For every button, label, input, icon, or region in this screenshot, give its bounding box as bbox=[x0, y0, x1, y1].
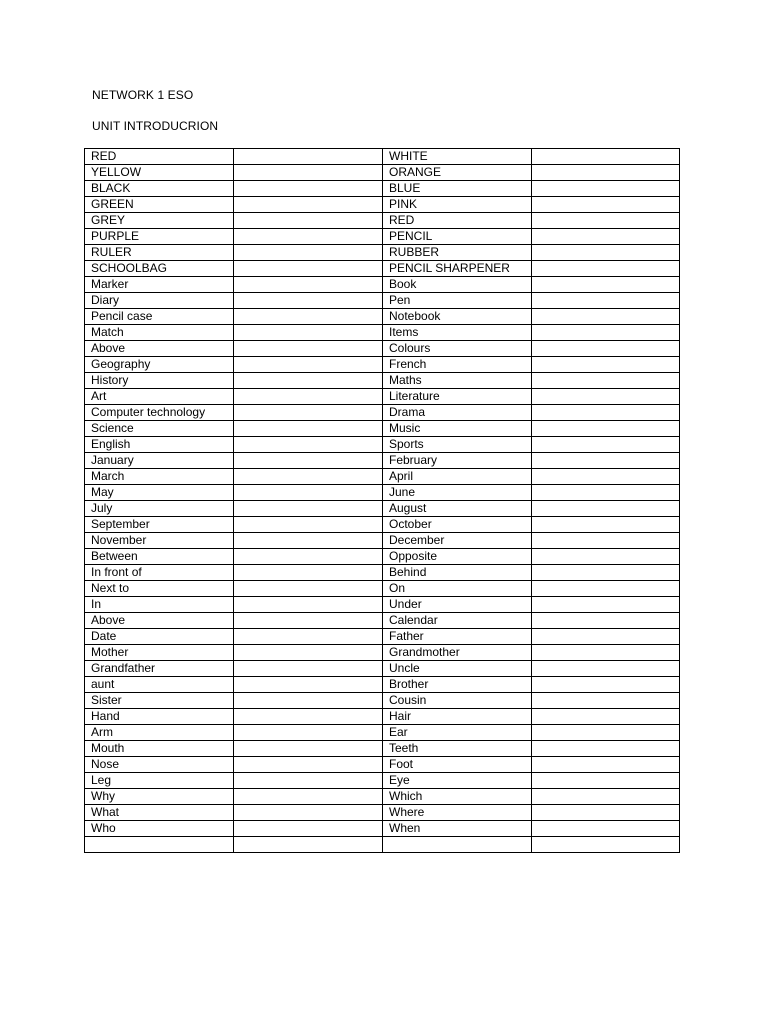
table-row bbox=[85, 213, 680, 229]
english-word-right: Book bbox=[383, 277, 532, 293]
english-word-left: GREEN bbox=[85, 197, 234, 213]
table-row bbox=[85, 229, 680, 245]
english-word-right: Sports bbox=[383, 437, 532, 453]
english-word-right: April bbox=[383, 469, 532, 485]
english-word-left: Art bbox=[85, 389, 234, 405]
translation-blank-left[interactable] bbox=[234, 341, 383, 357]
table-row bbox=[85, 645, 680, 661]
translation-blank-left[interactable] bbox=[234, 565, 383, 581]
translation-blank-left[interactable] bbox=[234, 533, 383, 549]
english-word-left: English bbox=[85, 437, 234, 453]
table-row bbox=[85, 501, 680, 517]
translation-blank-right[interactable] bbox=[532, 421, 680, 437]
translation-blank-left[interactable] bbox=[234, 213, 383, 229]
translation-blank-left[interactable] bbox=[234, 165, 383, 181]
translation-blank-left[interactable] bbox=[234, 757, 383, 773]
translation-blank-right[interactable] bbox=[532, 213, 680, 229]
english-word-right: Under bbox=[383, 597, 532, 613]
translation-blank-right[interactable] bbox=[532, 277, 680, 293]
english-word-left: Between bbox=[85, 549, 234, 565]
table-row bbox=[85, 565, 680, 581]
english-word-left: Diary bbox=[85, 293, 234, 309]
english-word-left: YELLOW bbox=[85, 165, 234, 181]
translation-blank-right[interactable] bbox=[532, 661, 680, 677]
translation-blank-right[interactable] bbox=[532, 805, 680, 821]
english-word-left: Grandfather bbox=[85, 661, 234, 677]
english-word-left: March bbox=[85, 469, 234, 485]
translation-blank-right[interactable] bbox=[532, 341, 680, 357]
translation-blank-left[interactable] bbox=[234, 261, 383, 277]
english-word-left: In bbox=[85, 597, 234, 613]
translation-blank-right[interactable] bbox=[532, 469, 680, 485]
english-word-left: SCHOOLBAG bbox=[85, 261, 234, 277]
english-word-right bbox=[383, 837, 532, 853]
english-word-right: Which bbox=[383, 789, 532, 805]
english-word-right: June bbox=[383, 485, 532, 501]
translation-blank-left[interactable] bbox=[234, 501, 383, 517]
translation-blank-right[interactable] bbox=[532, 549, 680, 565]
translation-blank-right[interactable] bbox=[532, 149, 680, 165]
english-word-right: Behind bbox=[383, 565, 532, 581]
english-word-left: May bbox=[85, 485, 234, 501]
english-word-left: RED bbox=[85, 149, 234, 165]
english-word-right: Grandmother bbox=[383, 645, 532, 661]
english-word-right: PENCIL bbox=[383, 229, 532, 245]
table-row bbox=[85, 309, 680, 325]
table-row bbox=[85, 661, 680, 677]
english-word-left: Science bbox=[85, 421, 234, 437]
translation-blank-right[interactable] bbox=[532, 645, 680, 661]
translation-blank-left[interactable] bbox=[234, 677, 383, 693]
english-word-right: Father bbox=[383, 629, 532, 645]
translation-blank-left[interactable] bbox=[234, 181, 383, 197]
english-word-right: Eye bbox=[383, 773, 532, 789]
english-word-left: What bbox=[85, 805, 234, 821]
table-row bbox=[85, 581, 680, 597]
table-row bbox=[85, 693, 680, 709]
english-word-right: Notebook bbox=[383, 309, 532, 325]
translation-blank-left[interactable] bbox=[234, 405, 383, 421]
table-row bbox=[85, 725, 680, 741]
english-word-right: Cousin bbox=[383, 693, 532, 709]
english-word-right: December bbox=[383, 533, 532, 549]
translation-blank-left[interactable] bbox=[234, 373, 383, 389]
translation-blank-right[interactable] bbox=[532, 741, 680, 757]
translation-blank-right[interactable] bbox=[532, 229, 680, 245]
english-word-left: Marker bbox=[85, 277, 234, 293]
translation-blank-left[interactable] bbox=[234, 485, 383, 501]
table-row bbox=[85, 741, 680, 757]
translation-blank-right[interactable] bbox=[532, 293, 680, 309]
table-row bbox=[85, 533, 680, 549]
translation-blank-left[interactable] bbox=[234, 581, 383, 597]
english-word-right: Calendar bbox=[383, 613, 532, 629]
translation-blank-right[interactable] bbox=[532, 773, 680, 789]
translation-blank-right[interactable] bbox=[532, 629, 680, 645]
english-word-left: RULER bbox=[85, 245, 234, 261]
translation-blank-left[interactable] bbox=[234, 645, 383, 661]
english-word-right: BLUE bbox=[383, 181, 532, 197]
english-word-right: French bbox=[383, 357, 532, 373]
english-word-left: January bbox=[85, 453, 234, 469]
translation-blank-left[interactable] bbox=[234, 661, 383, 677]
english-word-left: Who bbox=[85, 821, 234, 837]
vocabulary-table-body bbox=[85, 149, 680, 853]
translation-blank-right[interactable] bbox=[532, 501, 680, 517]
table-row bbox=[85, 629, 680, 645]
english-word-left: History bbox=[85, 373, 234, 389]
table-row bbox=[85, 181, 680, 197]
english-word-left: In front of bbox=[85, 565, 234, 581]
table-row bbox=[85, 437, 680, 453]
english-word-right: Brother bbox=[383, 677, 532, 693]
translation-blank-left[interactable] bbox=[234, 725, 383, 741]
english-word-left: Arm bbox=[85, 725, 234, 741]
translation-blank-left[interactable] bbox=[234, 421, 383, 437]
translation-blank-right[interactable] bbox=[532, 453, 680, 469]
english-word-right: When bbox=[383, 821, 532, 837]
translation-blank-left[interactable] bbox=[234, 517, 383, 533]
english-word-right: On bbox=[383, 581, 532, 597]
translation-blank-right[interactable] bbox=[532, 373, 680, 389]
english-word-left: Mother bbox=[85, 645, 234, 661]
translation-blank-left[interactable] bbox=[234, 549, 383, 565]
english-word-left: Leg bbox=[85, 773, 234, 789]
table-row bbox=[85, 373, 680, 389]
translation-blank-right[interactable] bbox=[532, 757, 680, 773]
translation-blank-right[interactable] bbox=[532, 821, 680, 837]
document-subtitle: UNIT INTRODUCRION bbox=[92, 119, 219, 133]
translation-blank-right[interactable] bbox=[532, 405, 680, 421]
translation-blank-right[interactable] bbox=[532, 389, 680, 405]
english-word-left: BLACK bbox=[85, 181, 234, 197]
table-row bbox=[85, 613, 680, 629]
table-row bbox=[85, 837, 680, 853]
english-word-right: Drama bbox=[383, 405, 532, 421]
english-word-left: July bbox=[85, 501, 234, 517]
table-row bbox=[85, 789, 680, 805]
english-word-right: Colours bbox=[383, 341, 532, 357]
translation-blank-left[interactable] bbox=[234, 389, 383, 405]
translation-blank-left[interactable] bbox=[234, 597, 383, 613]
english-word-right: August bbox=[383, 501, 532, 517]
english-word-left: Pencil case bbox=[85, 309, 234, 325]
translation-blank-left[interactable] bbox=[234, 629, 383, 645]
english-word-left: aunt bbox=[85, 677, 234, 693]
english-word-right: Items bbox=[383, 325, 532, 341]
english-word-right: Foot bbox=[383, 757, 532, 773]
table-row bbox=[85, 341, 680, 357]
table-row bbox=[85, 277, 680, 293]
translation-blank-right[interactable] bbox=[532, 725, 680, 741]
translation-blank-right[interactable] bbox=[532, 837, 680, 853]
table-row bbox=[85, 149, 680, 165]
table-row bbox=[85, 421, 680, 437]
english-word-left: Computer technology bbox=[85, 405, 234, 421]
table-row bbox=[85, 597, 680, 613]
table-row bbox=[85, 197, 680, 213]
english-word-right: Ear bbox=[383, 725, 532, 741]
translation-blank-right[interactable] bbox=[532, 197, 680, 213]
translation-blank-left[interactable] bbox=[234, 837, 383, 853]
english-word-right: Literature bbox=[383, 389, 532, 405]
translation-blank-left[interactable] bbox=[234, 773, 383, 789]
english-word-left: Hand bbox=[85, 709, 234, 725]
translation-blank-left[interactable] bbox=[234, 821, 383, 837]
english-word-right: PINK bbox=[383, 197, 532, 213]
translation-blank-right[interactable] bbox=[532, 437, 680, 453]
english-word-right: Maths bbox=[383, 373, 532, 389]
english-word-right: Hair bbox=[383, 709, 532, 725]
table-row bbox=[85, 549, 680, 565]
english-word-left: Sister bbox=[85, 693, 234, 709]
english-word-left: Date bbox=[85, 629, 234, 645]
translation-blank-right[interactable] bbox=[532, 309, 680, 325]
translation-blank-left[interactable] bbox=[234, 293, 383, 309]
document-title: NETWORK 1 ESO bbox=[92, 88, 194, 102]
english-word-left: GREY bbox=[85, 213, 234, 229]
translation-blank-left[interactable] bbox=[234, 789, 383, 805]
translation-blank-left[interactable] bbox=[234, 357, 383, 373]
english-word-left: Nose bbox=[85, 757, 234, 773]
table-row bbox=[85, 389, 680, 405]
english-word-right: PENCIL SHARPENER bbox=[383, 261, 532, 277]
translation-blank-left[interactable] bbox=[234, 805, 383, 821]
english-word-right: WHITE bbox=[383, 149, 532, 165]
translation-blank-right[interactable] bbox=[532, 565, 680, 581]
table-row bbox=[85, 677, 680, 693]
translation-blank-right[interactable] bbox=[532, 517, 680, 533]
translation-blank-right[interactable] bbox=[532, 261, 680, 277]
english-word-left: PURPLE bbox=[85, 229, 234, 245]
translation-blank-right[interactable] bbox=[532, 485, 680, 501]
translation-blank-left[interactable] bbox=[234, 245, 383, 261]
translation-blank-right[interactable] bbox=[532, 613, 680, 629]
table-row bbox=[85, 485, 680, 501]
table-row bbox=[85, 821, 680, 837]
translation-blank-right[interactable] bbox=[532, 677, 680, 693]
translation-blank-right[interactable] bbox=[532, 533, 680, 549]
translation-blank-right[interactable] bbox=[532, 581, 680, 597]
translation-blank-left[interactable] bbox=[234, 709, 383, 725]
table-row bbox=[85, 773, 680, 789]
english-word-right: Pen bbox=[383, 293, 532, 309]
translation-blank-left[interactable] bbox=[234, 309, 383, 325]
translation-blank-right[interactable] bbox=[532, 325, 680, 341]
english-word-right: Uncle bbox=[383, 661, 532, 677]
table-row bbox=[85, 405, 680, 421]
translation-blank-right[interactable] bbox=[532, 181, 680, 197]
english-word-right: RUBBER bbox=[383, 245, 532, 261]
table-row bbox=[85, 757, 680, 773]
english-word-left: Geography bbox=[85, 357, 234, 373]
translation-blank-right[interactable] bbox=[532, 165, 680, 181]
table-row bbox=[85, 325, 680, 341]
english-word-left bbox=[85, 837, 234, 853]
translation-blank-right[interactable] bbox=[532, 709, 680, 725]
translation-blank-left[interactable] bbox=[234, 229, 383, 245]
english-word-left: Above bbox=[85, 341, 234, 357]
translation-blank-right[interactable] bbox=[532, 357, 680, 373]
translation-blank-right[interactable] bbox=[532, 693, 680, 709]
translation-blank-left[interactable] bbox=[234, 197, 383, 213]
vocabulary-table bbox=[84, 148, 680, 853]
table-row bbox=[85, 245, 680, 261]
english-word-left: Match bbox=[85, 325, 234, 341]
translation-blank-left[interactable] bbox=[234, 741, 383, 757]
translation-blank-left[interactable] bbox=[234, 149, 383, 165]
table-row bbox=[85, 709, 680, 725]
table-row bbox=[85, 293, 680, 309]
translation-blank-right[interactable] bbox=[532, 245, 680, 261]
translation-blank-left[interactable] bbox=[234, 437, 383, 453]
table-row bbox=[85, 805, 680, 821]
english-word-right: Teeth bbox=[383, 741, 532, 757]
english-word-left: Above bbox=[85, 613, 234, 629]
translation-blank-right[interactable] bbox=[532, 597, 680, 613]
english-word-left: Next to bbox=[85, 581, 234, 597]
translation-blank-left[interactable] bbox=[234, 693, 383, 709]
english-word-right: RED bbox=[383, 213, 532, 229]
translation-blank-left[interactable] bbox=[234, 325, 383, 341]
english-word-right: Opposite bbox=[383, 549, 532, 565]
translation-blank-left[interactable] bbox=[234, 613, 383, 629]
table-row bbox=[85, 453, 680, 469]
english-word-left: September bbox=[85, 517, 234, 533]
english-word-right: October bbox=[383, 517, 532, 533]
translation-blank-left[interactable] bbox=[234, 277, 383, 293]
translation-blank-right[interactable] bbox=[532, 789, 680, 805]
translation-blank-left[interactable] bbox=[234, 453, 383, 469]
english-word-left: November bbox=[85, 533, 234, 549]
english-word-left: Why bbox=[85, 789, 234, 805]
table-row bbox=[85, 165, 680, 181]
english-word-right: Where bbox=[383, 805, 532, 821]
english-word-right: February bbox=[383, 453, 532, 469]
table-row bbox=[85, 469, 680, 485]
translation-blank-left[interactable] bbox=[234, 469, 383, 485]
table-row bbox=[85, 357, 680, 373]
table-row bbox=[85, 517, 680, 533]
english-word-right: ORANGE bbox=[383, 165, 532, 181]
english-word-right: Music bbox=[383, 421, 532, 437]
english-word-left: Mouth bbox=[85, 741, 234, 757]
table-row bbox=[85, 261, 680, 277]
